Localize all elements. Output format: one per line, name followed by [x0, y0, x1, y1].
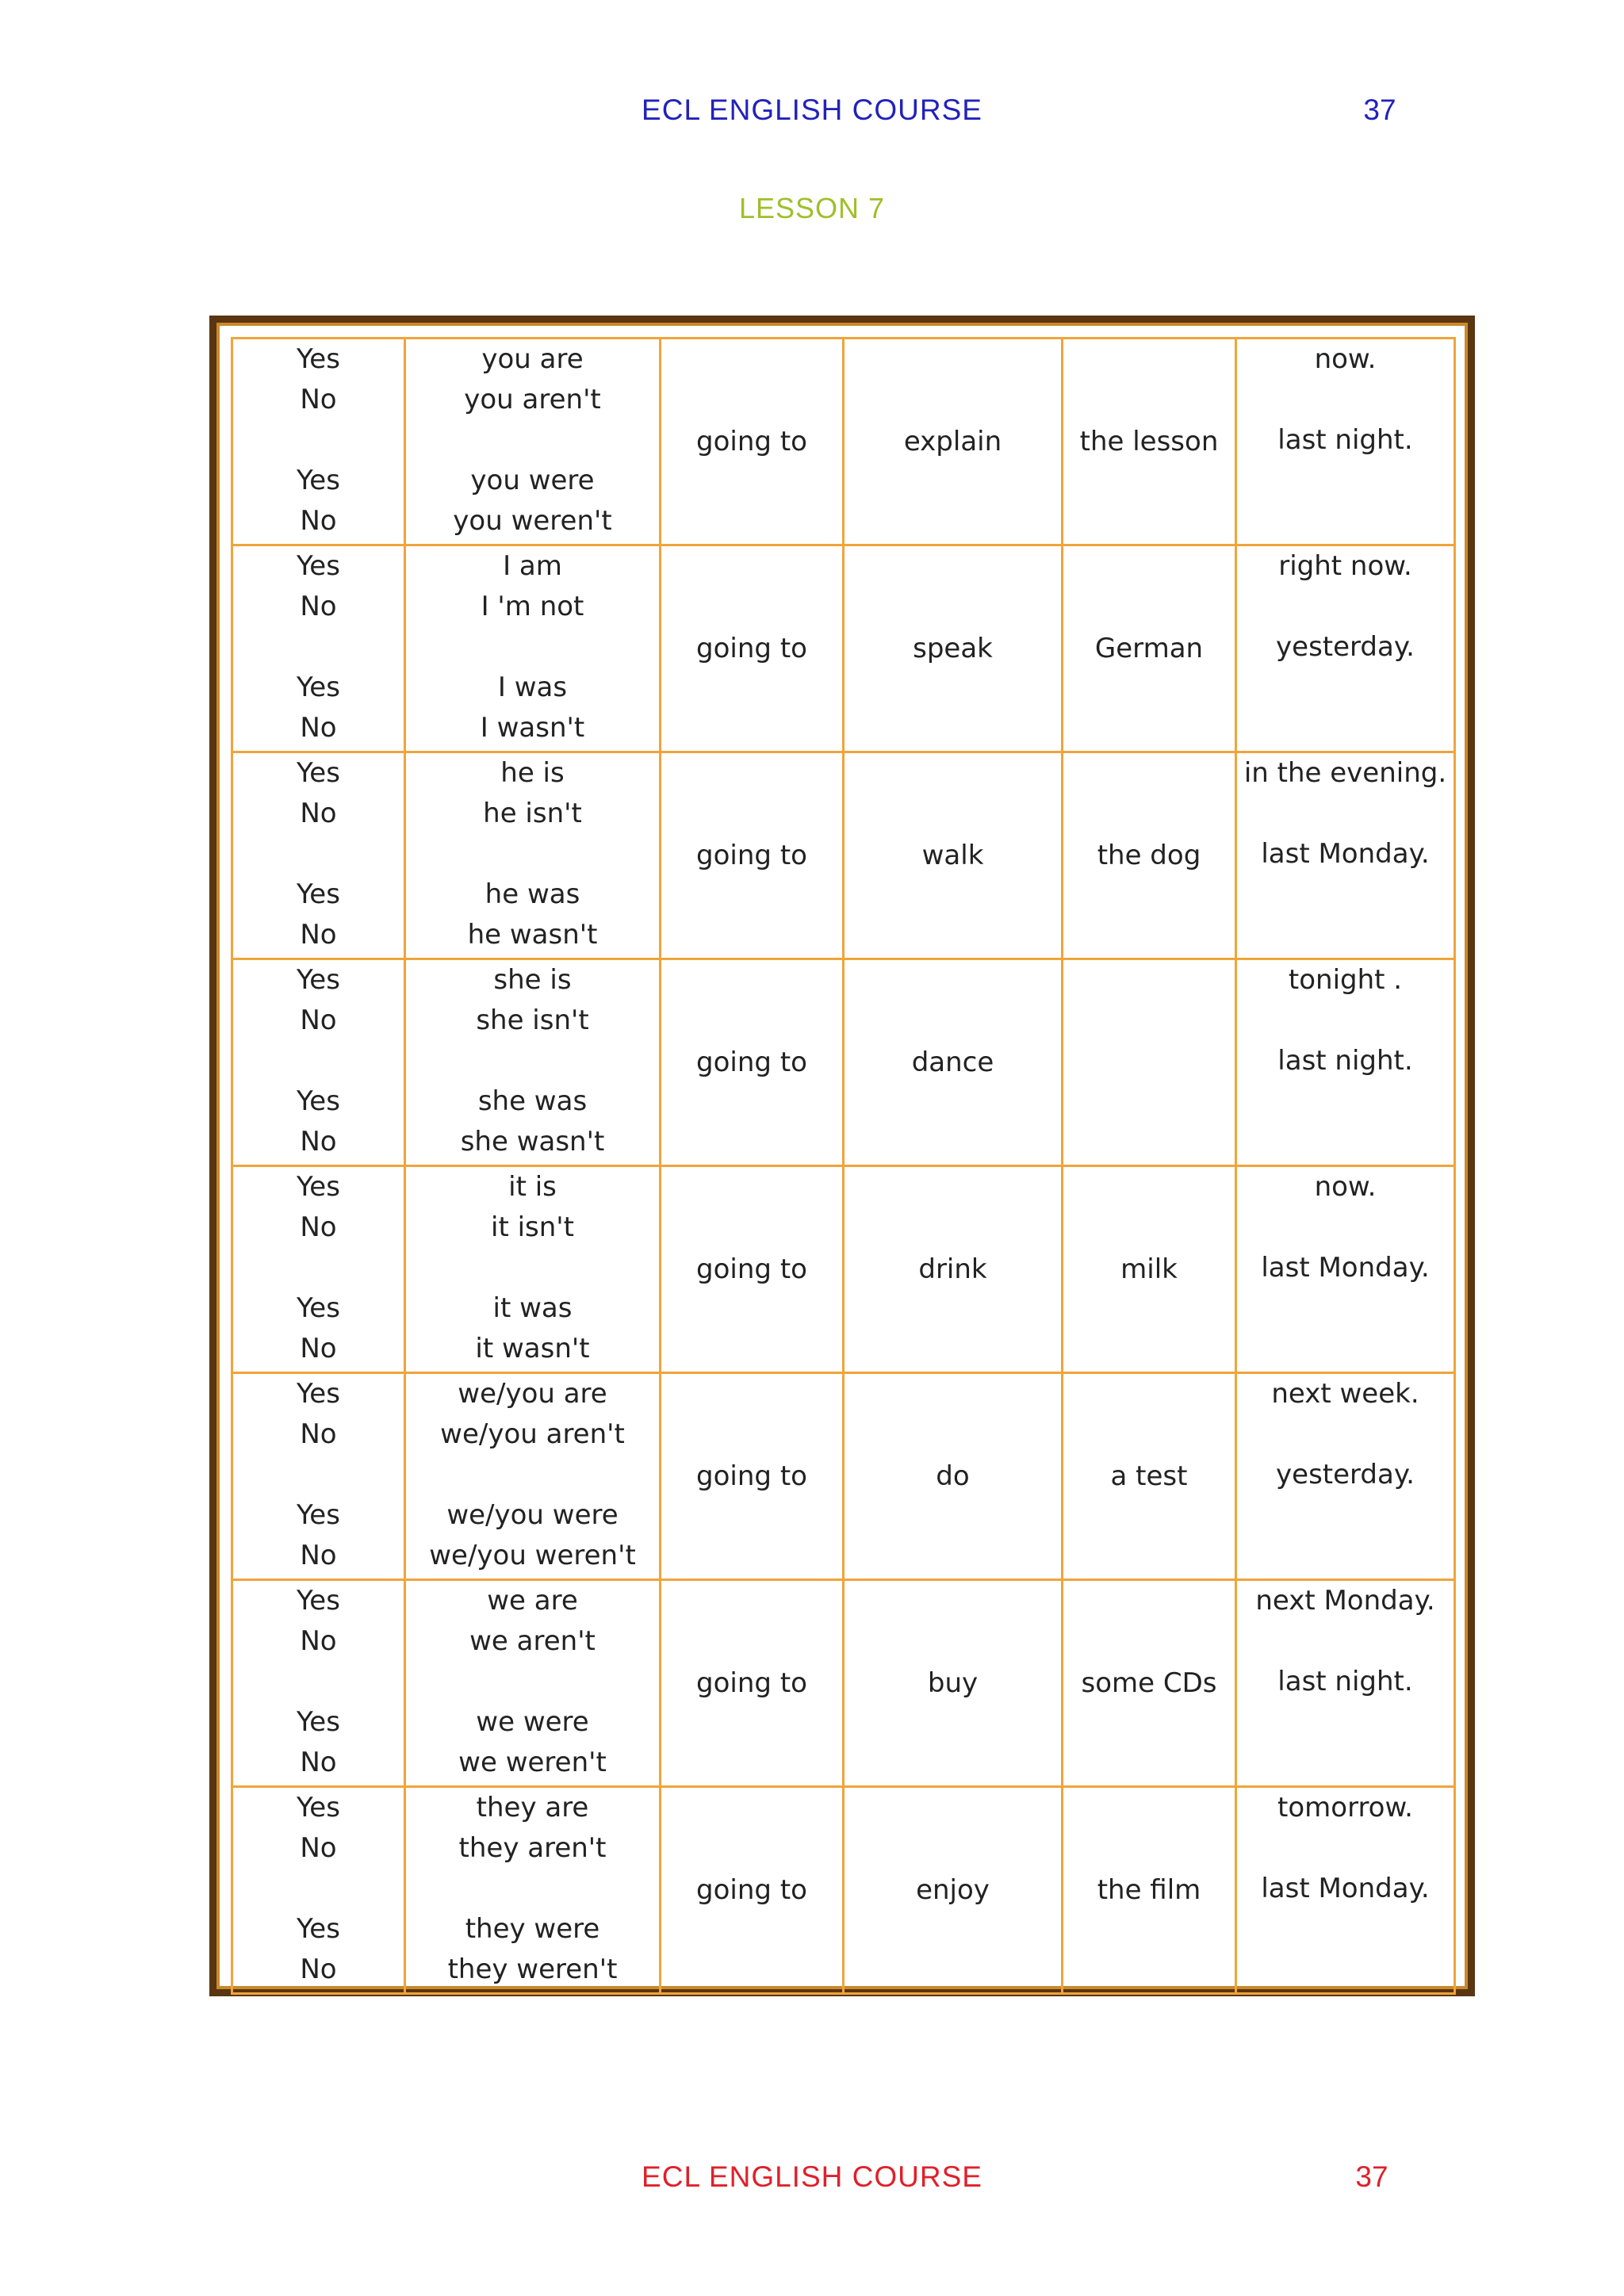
going-to-cell: going to: [661, 959, 844, 1166]
subject-line: we/you are: [458, 1378, 607, 1410]
answer-line: Yes: [297, 964, 340, 996]
subject-line: I am: [503, 550, 562, 582]
subject-line: they were: [465, 1913, 600, 1945]
answer-line: No: [300, 1211, 337, 1243]
subject-cell: [405, 1787, 661, 1994]
table-row: [232, 752, 1455, 959]
subject-line: it isn't: [491, 1211, 574, 1243]
answer-line: No: [300, 1333, 337, 1364]
grammar-table-body: [232, 339, 1455, 1994]
subject-line: they are: [476, 1792, 589, 1823]
subject-line: he isn't: [483, 798, 582, 829]
verb-cell: drink: [844, 1166, 1063, 1373]
subject-line: you weren't: [453, 505, 612, 537]
answer-cell: [232, 1787, 405, 1994]
time-line: last Monday.: [1261, 1873, 1430, 1904]
time-cell: [1236, 1373, 1455, 1580]
answer-line: Yes: [297, 757, 340, 789]
subject-line: she is: [493, 964, 572, 996]
answer-cell: [232, 1373, 405, 1580]
subject-line: you were: [470, 465, 595, 496]
time-line: yesterday.: [1276, 631, 1415, 663]
time-line: next week.: [1271, 1378, 1419, 1410]
going-to-cell: going to: [661, 1787, 844, 1994]
table-row: [232, 959, 1455, 1166]
answer-line: Yes: [297, 672, 340, 703]
verb-cell: speak: [844, 545, 1063, 752]
lesson-title: LESSON 7: [738, 192, 886, 224]
object-cell: some CDs: [1063, 1580, 1236, 1787]
answer-line: Yes: [297, 1792, 340, 1823]
answer-line: No: [300, 1126, 337, 1158]
subject-line: they weren't: [447, 1954, 618, 1985]
subject-line: we/you weren't: [429, 1540, 636, 1571]
subject-line: he was: [485, 878, 580, 910]
answer-line: Yes: [297, 878, 340, 910]
subject-line: I 'm not: [481, 591, 584, 622]
time-cell: [1236, 339, 1455, 545]
footer-title: ECL ENGLISH COURSE: [642, 2160, 982, 2193]
answer-line: No: [300, 798, 337, 829]
object-cell: German: [1063, 545, 1236, 752]
subject-line: it was: [492, 1292, 573, 1324]
time-cell: [1236, 959, 1455, 1166]
time-line: next Monday.: [1255, 1585, 1435, 1617]
answer-line: Yes: [297, 1499, 340, 1531]
answer-line: No: [300, 384, 337, 415]
table-row: [232, 1166, 1455, 1373]
subject-line: she wasn't: [460, 1126, 605, 1158]
table-row: [232, 1373, 1455, 1580]
time-line: now.: [1314, 343, 1377, 375]
answer-line: Yes: [297, 465, 340, 496]
going-to-cell: going to: [661, 752, 844, 959]
answer-line: No: [300, 591, 337, 622]
answer-cell: [232, 1166, 405, 1373]
time-line: last Monday.: [1261, 838, 1430, 870]
answer-line: Yes: [297, 1292, 340, 1324]
answer-line: Yes: [297, 1913, 340, 1945]
object-cell: the film: [1063, 1787, 1236, 1994]
subject-line: we aren't: [469, 1625, 596, 1657]
answer-line: No: [300, 1832, 337, 1864]
answer-cell: [232, 752, 405, 959]
answer-line: Yes: [297, 343, 340, 375]
object-cell: the dog: [1063, 752, 1236, 959]
answer-line: Yes: [297, 1706, 340, 1738]
answer-line: Yes: [297, 1585, 340, 1617]
time-line: now.: [1314, 1171, 1377, 1203]
subject-line: it wasn't: [475, 1333, 590, 1364]
answer-line: No: [300, 919, 337, 951]
time-line: last night.: [1277, 1666, 1413, 1697]
time-line: in the evening.: [1243, 757, 1447, 789]
verb-cell: explain: [844, 339, 1063, 545]
answer-line: No: [300, 505, 337, 537]
going-to-cell: going to: [661, 1580, 844, 1787]
time-line: last night.: [1277, 1045, 1413, 1077]
table-row: [232, 339, 1455, 545]
object-cell: the lesson: [1063, 339, 1236, 545]
header-title: ECL ENGLISH COURSE: [642, 94, 982, 126]
answer-line: Yes: [297, 1085, 340, 1117]
subject-line: you are: [481, 343, 584, 375]
answer-line: No: [300, 1418, 337, 1450]
subject-line: they aren't: [458, 1832, 607, 1864]
subject-line: we were: [476, 1706, 589, 1738]
table-row: [232, 1580, 1455, 1787]
answer-cell: [232, 959, 405, 1166]
verb-cell: enjoy: [844, 1787, 1063, 1994]
answer-cell: [232, 339, 405, 545]
subject-line: we/you were: [446, 1499, 619, 1531]
subject-line: I wasn't: [480, 712, 585, 744]
subject-cell: [405, 545, 661, 752]
verb-cell: buy: [844, 1580, 1063, 1787]
answer-cell: [232, 545, 405, 752]
time-cell: [1236, 752, 1455, 959]
subject-cell: [405, 959, 661, 1166]
answer-line: No: [300, 1540, 337, 1571]
time-line: right now.: [1278, 550, 1412, 582]
answer-line: No: [300, 1747, 337, 1778]
time-cell: [1236, 545, 1455, 752]
verb-cell: dance: [844, 959, 1063, 1166]
subject-line: he is: [500, 757, 565, 789]
going-to-cell: going to: [661, 1166, 844, 1373]
object-cell: a test: [1063, 1373, 1236, 1580]
table-frame: [209, 316, 1475, 1996]
time-line: tomorrow.: [1277, 1792, 1413, 1823]
answer-line: No: [300, 1004, 337, 1036]
object-cell: [1063, 959, 1236, 1166]
subject-line: it is: [508, 1171, 557, 1203]
going-to-cell: going to: [661, 339, 844, 545]
subject-line: she isn't: [476, 1004, 589, 1036]
grammar-table: [231, 337, 1456, 1995]
subject-line: I was: [497, 672, 568, 703]
time-line: last Monday.: [1261, 1252, 1430, 1284]
answer-line: No: [300, 1954, 337, 1985]
going-to-cell: going to: [661, 545, 844, 752]
table-row: [232, 1787, 1455, 1994]
object-cell: milk: [1063, 1166, 1236, 1373]
subject-line: she was: [477, 1085, 588, 1117]
verb-cell: do: [844, 1373, 1063, 1580]
time-cell: [1236, 1166, 1455, 1373]
answer-line: No: [300, 1625, 337, 1657]
answer-line: No: [300, 712, 337, 744]
table-row: [232, 545, 1455, 752]
answer-line: Yes: [297, 1378, 340, 1410]
subject-line: he wasn't: [467, 919, 598, 951]
time-line: yesterday.: [1276, 1459, 1415, 1490]
subject-line: we weren't: [458, 1747, 607, 1778]
subject-line: you aren't: [464, 384, 601, 415]
going-to-cell: going to: [661, 1373, 844, 1580]
subject-cell: [405, 752, 661, 959]
time-cell: [1236, 1580, 1455, 1787]
time-line: tonight .: [1288, 964, 1403, 996]
footer-page-number: 37: [1355, 2160, 1388, 2193]
verb-cell: walk: [844, 752, 1063, 959]
subject-cell: [405, 1166, 661, 1373]
subject-cell: [405, 339, 661, 545]
time-line: last night.: [1277, 424, 1413, 456]
answer-cell: [232, 1580, 405, 1787]
answer-line: Yes: [297, 1171, 340, 1203]
subject-cell: [405, 1580, 661, 1787]
subject-line: we/you aren't: [440, 1418, 625, 1450]
header-page-number: 37: [1363, 94, 1396, 126]
time-cell: [1236, 1787, 1455, 1994]
subject-cell: [405, 1373, 661, 1580]
answer-line: Yes: [297, 550, 340, 582]
subject-line: we are: [487, 1585, 578, 1617]
